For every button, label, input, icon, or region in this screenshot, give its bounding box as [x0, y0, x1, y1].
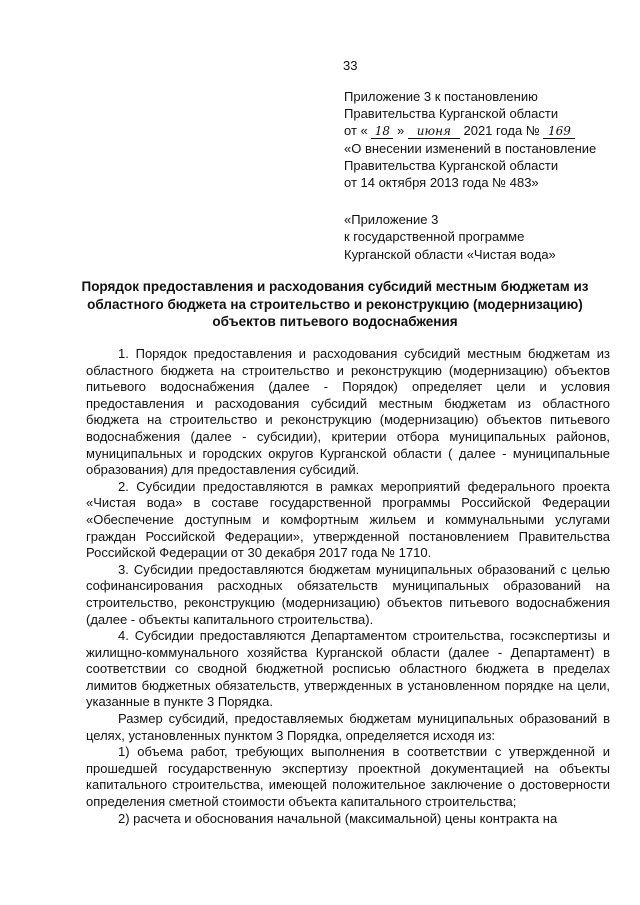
header-date-line: [344, 122, 634, 139]
paragraph: 2) расчета и обоснования начальной (максимальной) цены контракта на: [118, 810, 558, 826]
document-header: [344, 88, 634, 263]
appendix-line: Курганской области «Чистая вода»: [344, 246, 556, 262]
paragraph: 1) объема работ, требующих выполнения в соответствии с утвержденной и прошедшей государственную экспертизу проектной документацией на объекты капитального строительства, имеющей положительное заключение о достоверности определения сметной стоимости объекта капитального строительства;: [86, 744, 610, 810]
paragraph: 4. Субсидии предоставляются Департаментом строительства, госэкспертизы и жилищно-коммунального хозяйства Курганской области (далее - Департамент) в соответствии со сводной бюджетной росписью областного бюджета в пределах лимитов бюджетных обязательств, утвержденных в установленном порядке на цели, указанные в пункте 3 Порядка.: [86, 628, 610, 710]
header-line: Правительства Курганской области: [344, 106, 559, 122]
appendix-line: «Приложение 3: [344, 212, 439, 228]
title-line: Порядок предоставления и расходования субсидий местным бюджетам из: [81, 279, 589, 294]
header-line: Приложение 3 к постановлению: [344, 89, 538, 104]
handwritten-month: июня: [408, 125, 460, 139]
title-line: объектов питьевого водоснабжения: [212, 314, 458, 329]
document-title: [62, 278, 608, 331]
paragraph: Размер субсидий, предоставляемых бюджетам муниципальных образований в целях, установленных пунктом 3 Порядка, определяется исходя из:: [86, 711, 610, 743]
handwritten-day: 18: [371, 125, 393, 139]
date-year: 2021 года №: [463, 123, 540, 139]
document-body: [86, 346, 610, 827]
paragraph: 1. Порядок предоставления и расходования субсидий местным бюджетам из областного бюджета на строительство и реконструкцию (модернизацию) объектов питьевого водоснабжения (далее - Порядок) определяет цели и условия предоставления и расходования субсидий местным бюджетам из областного бюджета на строительство и реконструкцию (модернизацию) объектов питьевого водоснабжения (далее - субсидии), критерии отбора муниципальных районов, муниципальных и городских округов Курганской области ( далее - муниципальные образования) для предоставления субсидий.: [86, 346, 610, 478]
paragraph: 2. Субсидии предоставляются в рамках мероприятий федерального проекта «Чистая вода» в составе государственной программы Российской Федерации «Обеспечение доступным и комфортным жильем и коммунальными услугами граждан Российской Федерации», утвержденной постановлением Правительства Российской Федерации от 30 декабря 2017 года № 1710.: [86, 478, 610, 561]
handwritten-number: 169: [543, 125, 575, 139]
appendix-line: к государственной программе: [344, 229, 525, 245]
header-line: «О внесении изменений в постановление: [344, 140, 597, 156]
title-line: областного бюджета на строительство и реконструкцию (модернизацию): [87, 296, 583, 312]
paragraph: 3. Субсидии предоставляются бюджетам муниципальных образований с целью софинансирования расходных обязательств муниципальных образований на строительство, реконструкцию (модернизацию) объектов питьевого водоснабжения (далее - объекты капитального строительства).: [86, 561, 610, 627]
page-number: 33: [343, 58, 358, 73]
date-mid: »: [397, 123, 405, 139]
date-prefix: от «: [344, 123, 368, 139]
header-line: от 14 октября 2013 года № 483»: [344, 175, 539, 191]
header-line: Правительства Курганской области: [344, 157, 559, 173]
